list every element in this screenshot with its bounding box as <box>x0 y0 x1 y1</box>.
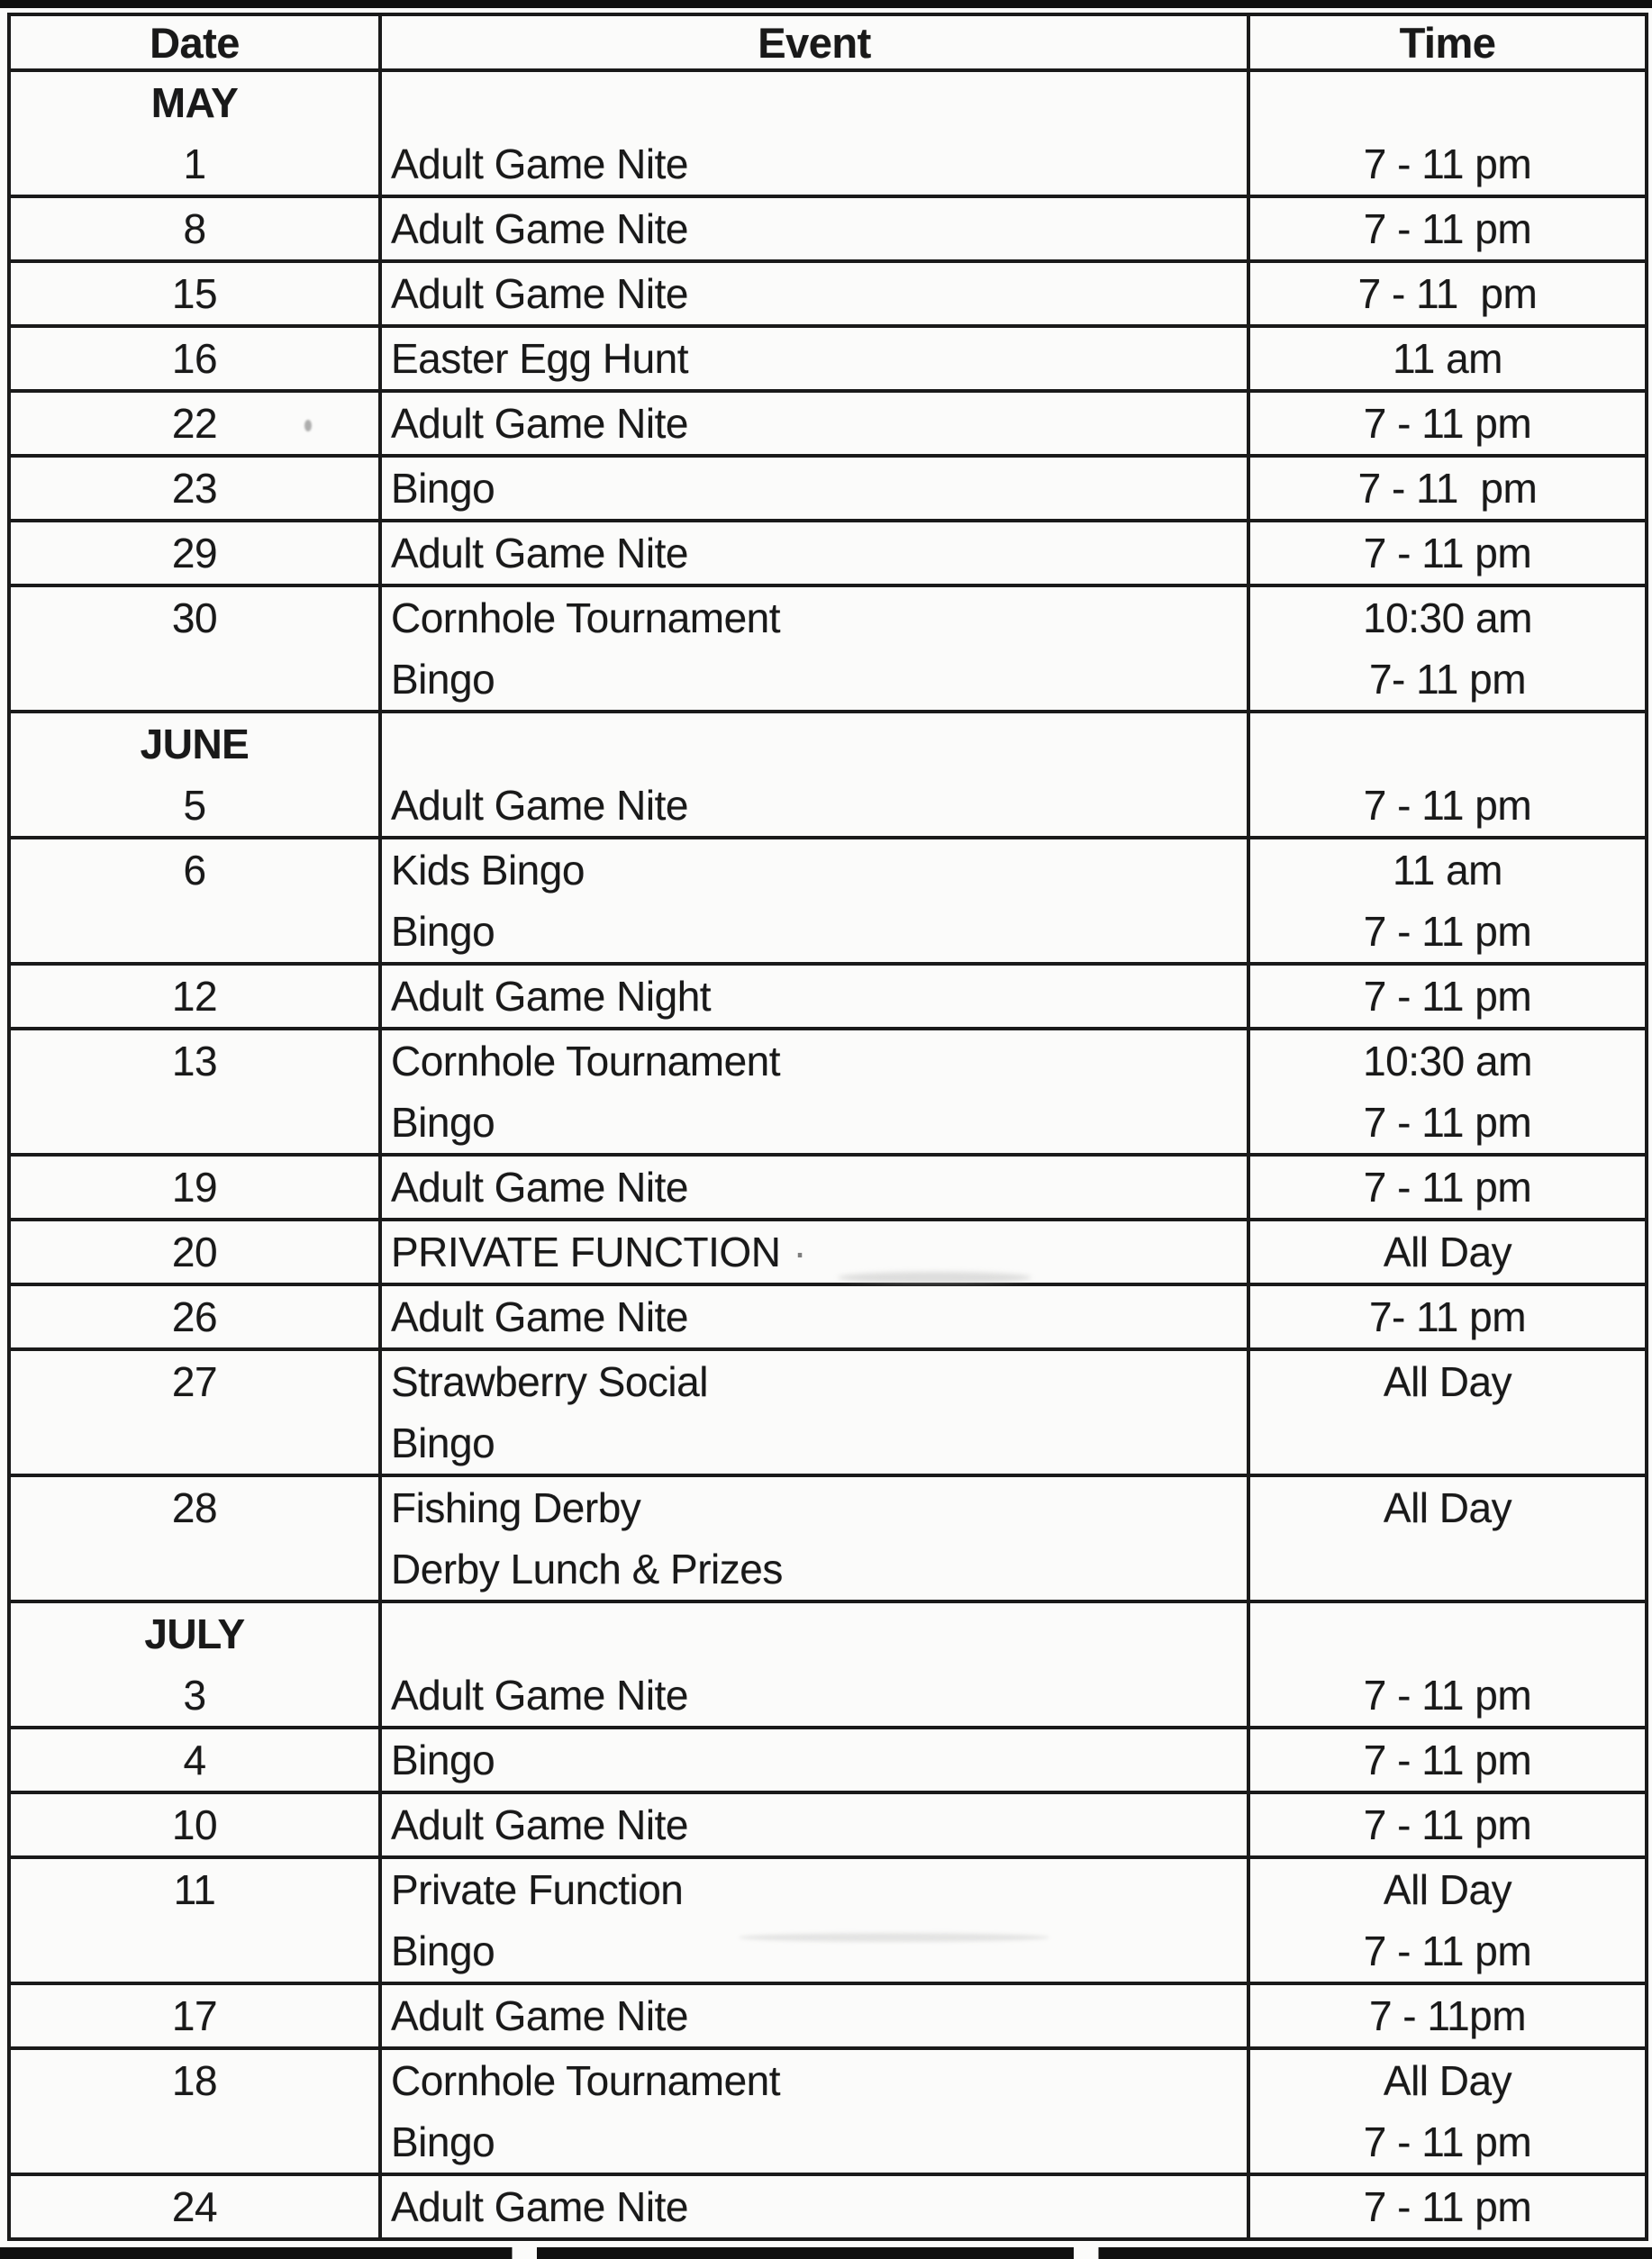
time-text: 7 - 11 pm <box>1363 1099 1532 1146</box>
date-cell <box>9 456 380 521</box>
table-row <box>9 70 1647 196</box>
event-text: Adult Game Nite <box>391 270 688 317</box>
header-event: Event <box>380 14 1248 70</box>
time-cell <box>1248 964 1647 1029</box>
event-text: Adult Game Nite <box>391 1801 688 1848</box>
day-number: 10 <box>171 1801 218 1848</box>
time-cell <box>1248 1792 1647 1857</box>
event-cell <box>380 1728 1248 1792</box>
event-text: Adult Game Nite <box>391 205 688 252</box>
time-cell <box>1248 712 1647 838</box>
time-text: All Day <box>1383 2057 1512 2104</box>
time-text: 7 - 11 pm <box>1363 2118 1532 2165</box>
time-cell <box>1248 391 1647 456</box>
event-text: Bingo <box>391 1928 495 1974</box>
event-cell <box>380 1601 1248 1728</box>
event-text: Cornhole Tournament <box>391 2057 781 2104</box>
day-number: 17 <box>171 1992 218 2039</box>
time-cell <box>1248 196 1647 261</box>
header-row <box>9 14 1647 70</box>
table-row <box>9 1475 1647 1601</box>
event-text: Bingo <box>391 908 495 955</box>
date-cell <box>9 326 380 391</box>
day-number: 11 <box>173 1866 216 1913</box>
table-row <box>9 456 1647 521</box>
time-text: 10:30 am <box>1363 1038 1532 1084</box>
time-cell <box>1248 1284 1647 1349</box>
date-cell <box>9 70 380 196</box>
date-cell <box>9 1155 380 1220</box>
event-cell <box>380 1155 1248 1220</box>
time-text: 11 am <box>1393 847 1502 894</box>
date-cell <box>9 261 380 326</box>
time-cell <box>1248 70 1647 196</box>
table-row <box>9 1284 1647 1349</box>
time-cell <box>1248 521 1647 585</box>
time-text: 7 - 11pm <box>1368 1992 1527 2039</box>
event-cell <box>380 1029 1248 1155</box>
event-text: Cornhole Tournament <box>391 594 781 641</box>
event-text: Adult Game Nite <box>391 530 688 576</box>
table-row <box>9 391 1647 456</box>
event-cell <box>380 1220 1248 1284</box>
date-cell <box>9 964 380 1029</box>
event-text: Adult Game Nite <box>391 1293 688 1340</box>
time-text: 7 - 11 pm <box>1363 205 1532 252</box>
event-text: Adult Game Nite <box>391 400 688 447</box>
time-cell <box>1248 326 1647 391</box>
time-text: 7 - 11 pm <box>1363 973 1532 1020</box>
table-row <box>9 1220 1647 1284</box>
day-number: 16 <box>171 335 218 382</box>
schedule-table-body <box>9 70 1647 2239</box>
event-cell <box>380 326 1248 391</box>
event-text: PRIVATE FUNCTION <box>391 1229 781 1275</box>
scan-artifact-mark: · <box>793 1229 807 1275</box>
day-number: 22 <box>171 400 218 447</box>
event-cell <box>380 964 1248 1029</box>
time-text: 7- 11 pm <box>1368 656 1527 703</box>
time-cell <box>1248 1983 1647 2048</box>
table-row <box>9 1792 1647 1857</box>
month-label: JULY <box>144 1610 245 1657</box>
event-cell <box>380 1475 1248 1601</box>
table-row <box>9 1983 1647 2048</box>
time-text: 7 - 11 pm <box>1363 1801 1532 1848</box>
time-text: 7 - 11 pm <box>1363 530 1532 576</box>
date-cell <box>9 838 380 964</box>
time-cell <box>1248 1601 1647 1728</box>
day-number: 24 <box>171 2183 218 2230</box>
event-text: Adult Game Nite <box>391 1672 688 1719</box>
event-cell <box>380 1792 1248 1857</box>
day-number: 30 <box>171 594 218 641</box>
date-cell <box>9 196 380 261</box>
time-cell <box>1248 1220 1647 1284</box>
event-text: Bingo <box>391 656 495 703</box>
time-text: 7 - 11 pm <box>1363 782 1532 829</box>
date-cell <box>9 1857 380 1983</box>
day-number: 23 <box>171 465 218 512</box>
time-text: 7 - 11 pm <box>1357 465 1538 512</box>
scan-edge-top <box>0 0 1652 8</box>
event-text: Kids Bingo <box>391 847 585 894</box>
event-text: Bingo <box>391 2118 495 2165</box>
event-text: Strawberry Social <box>391 1358 708 1405</box>
time-text: 7- 11 pm <box>1368 1293 1527 1340</box>
date-cell <box>9 391 380 456</box>
time-cell <box>1248 1475 1647 1601</box>
header-time: Time <box>1248 14 1647 70</box>
table-row <box>9 1155 1647 1220</box>
event-cell <box>380 391 1248 456</box>
day-number: 28 <box>171 1484 218 1531</box>
day-number: 6 <box>183 847 206 894</box>
date-cell <box>9 1728 380 1792</box>
time-cell <box>1248 261 1647 326</box>
event-cell <box>380 456 1248 521</box>
date-cell <box>9 2048 380 2174</box>
event-cell <box>380 2048 1248 2174</box>
day-number: 26 <box>171 1293 218 1340</box>
day-number: 13 <box>171 1038 218 1084</box>
day-number: 3 <box>183 1672 206 1719</box>
event-cell <box>380 196 1248 261</box>
time-cell <box>1248 1728 1647 1792</box>
time-cell <box>1248 456 1647 521</box>
date-cell <box>9 1349 380 1475</box>
time-cell <box>1248 838 1647 964</box>
time-cell <box>1248 1155 1647 1220</box>
event-cell <box>380 70 1248 196</box>
event-text: Bingo <box>391 465 495 512</box>
time-cell <box>1248 1349 1647 1475</box>
table-row <box>9 2048 1647 2174</box>
event-cell <box>380 1349 1248 1475</box>
time-text: 7 - 11 pm <box>1363 400 1532 447</box>
schedule-table <box>7 13 1648 2241</box>
time-text: 7 - 11 pm <box>1363 1928 1532 1974</box>
event-text: Derby Lunch & Prizes <box>391 1546 783 1592</box>
date-cell <box>9 521 380 585</box>
event-text: Adult Game Night <box>391 973 712 1020</box>
day-number: 4 <box>183 1737 206 1783</box>
event-cell <box>380 1983 1248 2048</box>
date-cell <box>9 1792 380 1857</box>
table-row <box>9 585 1647 712</box>
time-text: All Day <box>1383 1358 1512 1405</box>
month-label: JUNE <box>140 721 250 767</box>
time-cell <box>1248 1857 1647 1983</box>
event-text: Fishing Derby <box>391 1484 641 1531</box>
event-text: Adult Game Nite <box>391 1164 688 1211</box>
date-cell <box>9 585 380 712</box>
time-cell <box>1248 1029 1647 1155</box>
time-cell <box>1248 2174 1647 2239</box>
table-row <box>9 712 1647 838</box>
day-number: 12 <box>171 973 218 1020</box>
day-number: 8 <box>183 205 206 252</box>
scan-edge-bottom <box>0 2247 1652 2259</box>
table-row <box>9 261 1647 326</box>
date-cell <box>9 1029 380 1155</box>
time-text: 7 - 11 pm <box>1363 1737 1532 1783</box>
time-text: All Day <box>1383 1866 1512 1913</box>
event-cell <box>380 585 1248 712</box>
date-cell <box>9 1284 380 1349</box>
table-row <box>9 1728 1647 1792</box>
day-number: 29 <box>171 530 218 576</box>
time-cell <box>1248 2048 1647 2174</box>
event-text: Cornhole Tournament <box>391 1038 781 1084</box>
day-number: 27 <box>171 1358 218 1405</box>
table-row <box>9 838 1647 964</box>
table-row <box>9 1349 1647 1475</box>
day-number: 5 <box>183 782 206 829</box>
date-cell <box>9 1220 380 1284</box>
date-cell <box>9 2174 380 2239</box>
table-row <box>9 2174 1647 2239</box>
table-row <box>9 1857 1647 1983</box>
time-cell <box>1248 585 1647 712</box>
event-text: Adult Game Nite <box>391 2183 688 2230</box>
event-text: Adult Game Nite <box>391 141 688 187</box>
event-text: Adult Game Nite <box>391 782 688 829</box>
time-text: 11 am <box>1393 335 1502 382</box>
event-cell <box>380 838 1248 964</box>
day-number: 19 <box>171 1164 218 1211</box>
event-cell <box>380 1857 1248 1983</box>
header-date: Date <box>9 14 380 70</box>
table-row <box>9 1029 1647 1155</box>
event-text: Easter Egg Hunt <box>391 335 689 382</box>
table-row <box>9 964 1647 1029</box>
date-cell <box>9 712 380 838</box>
day-number: 18 <box>171 2057 218 2104</box>
date-cell <box>9 1475 380 1601</box>
event-text: Private Function <box>391 1866 684 1913</box>
date-cell <box>9 1601 380 1728</box>
time-text: 7 - 11 pm <box>1363 1672 1532 1719</box>
day-number: 15 <box>171 270 218 317</box>
event-text: Bingo <box>391 1420 495 1466</box>
event-text: Bingo <box>391 1737 495 1783</box>
time-text: 7 - 11 pm <box>1363 141 1532 187</box>
month-label: MAY <box>150 79 239 126</box>
day-number: 20 <box>171 1229 218 1275</box>
time-text: 10:30 am <box>1363 594 1532 641</box>
event-cell <box>380 521 1248 585</box>
day-number: 1 <box>183 141 206 187</box>
time-text: 7 - 11 pm <box>1357 270 1538 317</box>
table-row <box>9 521 1647 585</box>
event-cell <box>380 2174 1248 2239</box>
event-cell <box>380 712 1248 838</box>
table-row <box>9 1601 1647 1728</box>
event-text: Bingo <box>391 1099 495 1146</box>
time-text: All Day <box>1383 1484 1512 1531</box>
time-text: 7 - 11 pm <box>1363 2183 1532 2230</box>
event-cell <box>380 1284 1248 1349</box>
event-cell <box>380 261 1248 326</box>
time-text: 7 - 11 pm <box>1363 908 1532 955</box>
table-row <box>9 196 1647 261</box>
event-text: Adult Game Nite <box>391 1992 688 2039</box>
time-text: 7 - 11 pm <box>1363 1164 1532 1211</box>
table-row <box>9 326 1647 391</box>
date-cell <box>9 1983 380 2048</box>
time-text: All Day <box>1383 1229 1512 1275</box>
